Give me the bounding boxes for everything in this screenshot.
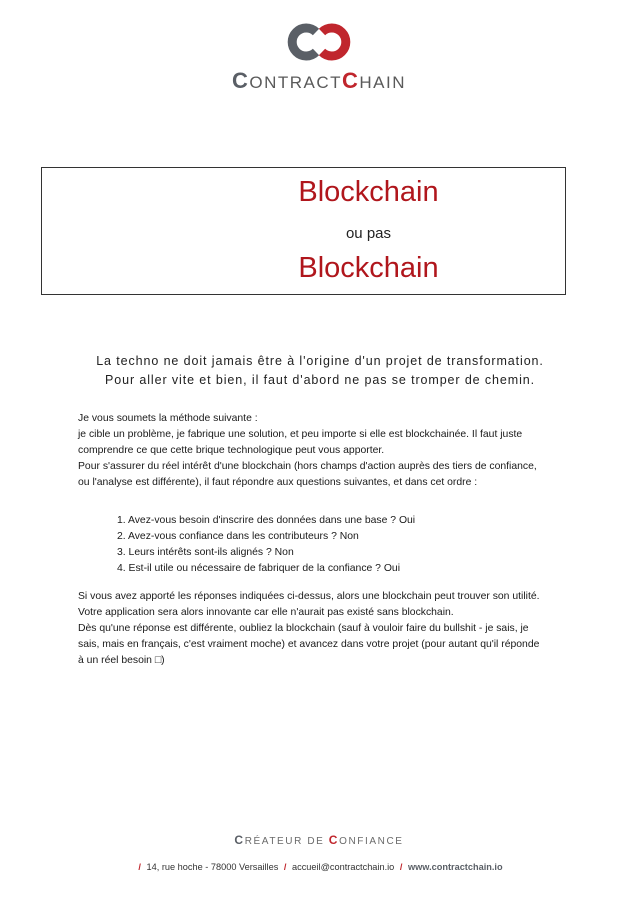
question-item: 3. Leurs intérêts sont-ils alignés ? Non: [117, 547, 294, 558]
footer-address: 14, rue hoche - 78000 Versailles: [146, 862, 279, 872]
footer-separator: /: [283, 862, 287, 872]
motto-part-1: RÉATEUR DE: [244, 836, 329, 847]
intro-line-1: La techno ne doit jamais être à l'origine d'un projet de transformation.: [96, 354, 544, 368]
motto-cap-2: C: [328, 833, 340, 847]
wordmark-part-1: ONTRACT: [249, 73, 343, 92]
title-middle: ou pas: [345, 225, 392, 242]
title-line-2: Blockchain: [298, 252, 439, 284]
paragraph-line: à un réel besoin □): [78, 655, 165, 666]
question-item: 1. Avez-vous besoin d'inscrire des données dans une base ? Oui: [117, 515, 416, 526]
paragraph-line: Pour s'assurer du réel intérêt d'une blockchain (hors champs d'action auprès des tiers de confiance,: [78, 461, 537, 472]
contractchain-logo: [0, 22, 638, 94]
wordmark-cap-1: C: [231, 68, 250, 93]
paragraph-line: Dès qu'une réponse est différente, oubliez la blockchain (sauf à vouloir faire du bullshit - je sais, je: [78, 623, 529, 634]
footer-motto: [0, 833, 638, 847]
paragraph-line: je cible un problème, je fabrique une solution, et peu importe si elle est blockchainée. Il faut juste: [78, 429, 523, 440]
wordmark-cap-2: C: [342, 68, 360, 93]
footer-email[interactable]: accueil@contractchain.io: [292, 862, 395, 872]
footer-separator: /: [138, 862, 141, 872]
title-line-1: Blockchain: [298, 176, 439, 208]
intro-line-2: Pour aller vite et bien, il faut d'abord ne pas se tromper de chemin.: [105, 373, 535, 387]
paragraph-line: Votre application sera alors innovante car elle n'aurait pas existé sans blockchain.: [78, 607, 454, 618]
question-item: 2. Avez-vous confiance dans les contributeurs ? Non: [117, 531, 359, 542]
footer-website[interactable]: www.contractchain.io: [407, 862, 503, 872]
paragraph-line: ou l'analyse est différente), il faut répondre aux questions suivantes, et dans cet ordre :: [78, 477, 478, 488]
paragraph-line: Je vous soumets la méthode suivante :: [78, 413, 258, 424]
question-item: 4. Est-il utile ou nécessaire de fabriquer de la confiance ? Oui: [117, 563, 401, 574]
footer-separator: /: [399, 862, 403, 872]
motto-part-2: ONFIANCE: [339, 836, 404, 847]
questions-list: [117, 513, 415, 577]
footer-contact: [0, 862, 638, 872]
cc-logo-icon: [286, 22, 352, 62]
title-box: [41, 167, 566, 295]
logo-wordmark: [0, 68, 638, 94]
motto-cap-1: C: [234, 833, 245, 847]
paragraph-line: comprendre ce que cette brique technologique peut vous apporter.: [78, 445, 385, 456]
paragraph-line: Si vous avez apporté les réponses indiquées ci-dessus, alors une blockchain peut trouver son utilité.: [78, 591, 540, 602]
wordmark-part-2: HAIN: [359, 73, 407, 92]
paragraph-line: sais, mais en français, c'est vraiment moche) et avancez dans votre projet (pour autant qu'il réponde: [78, 639, 540, 650]
paragraph-method: [78, 411, 570, 491]
paragraph-conclusion: [78, 589, 570, 669]
